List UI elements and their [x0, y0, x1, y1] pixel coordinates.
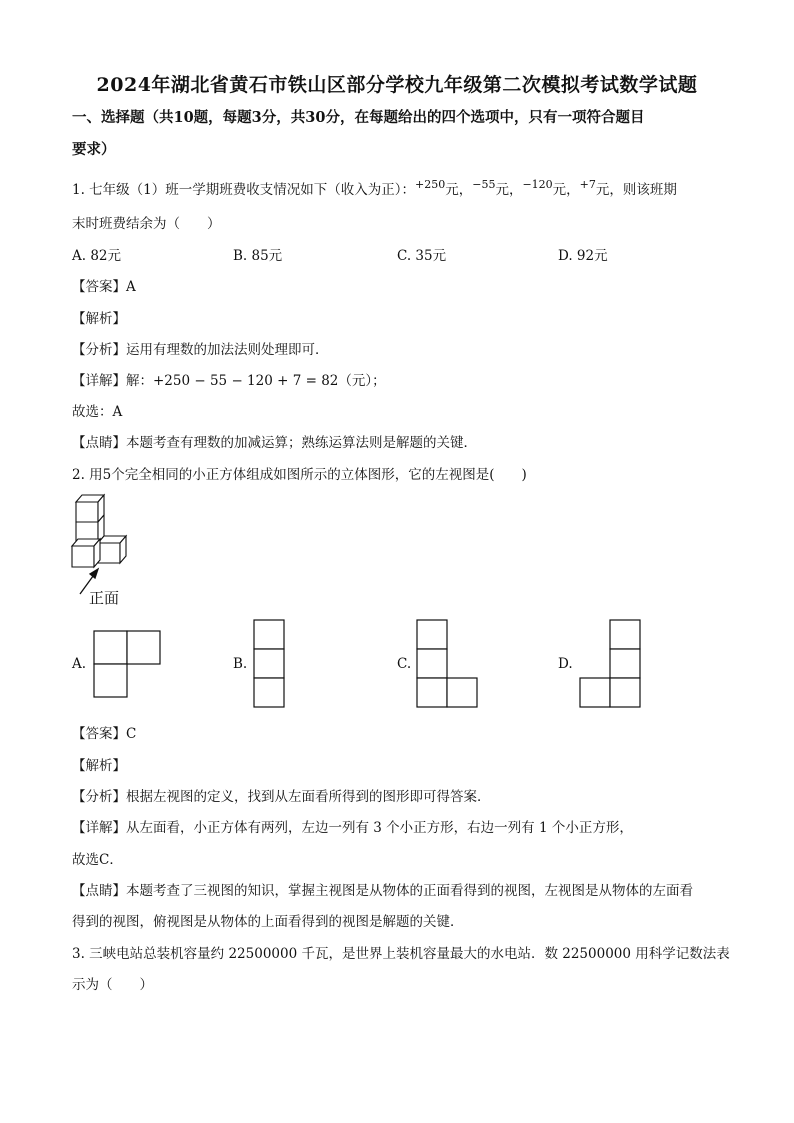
- q1-stem-line2: 末时班费结余为（ ）: [72, 216, 221, 232]
- q1-xiangjie-tag: 【详解】: [72, 373, 126, 389]
- q2-dianjing-line1: [72, 879, 693, 899]
- q2-conclusion: 故选C．: [72, 852, 123, 868]
- q1-unit-4: 元: [595, 182, 610, 198]
- q2-answer-tag: 【答案】: [72, 726, 126, 742]
- q2-dianjing-tag: 【点睛】: [72, 883, 126, 899]
- q1-option-b: B. 85元: [233, 248, 283, 264]
- q1-value-4: +7: [579, 178, 596, 191]
- q2-stem: 2. 用5个完全相同的小正方体组成如图所示的立体图形，它的左视图是( ): [72, 467, 527, 483]
- q2-dianjing-line2: 得到的视图，俯视图是从物体的上面看得到的视图是解题的关键．: [72, 914, 464, 930]
- section-heading-line1: 一、选择题（共10题，每题3分，共30分，在每题给出的四个选项中，只有一项符合题目: [72, 109, 645, 126]
- q1-stem-intro: 1. 七年级（1）班一学期班费收支情况如下（收入为正）：: [72, 182, 416, 198]
- q3-stem-line2: 示为（ ）: [72, 977, 153, 993]
- q1-value-2: −55: [472, 178, 496, 191]
- q1-sep-1: ，: [458, 182, 473, 198]
- q1-value-1: +250: [415, 178, 446, 191]
- q1-fenxi: [72, 338, 329, 358]
- q1-sep-2: ，: [508, 182, 523, 198]
- q1-analysis-tag: 【解析】: [72, 311, 126, 327]
- q1-fenxi-text: 运用有理数的加法法则处理即可．: [126, 342, 329, 358]
- q1-option-d: D. 92元: [558, 248, 608, 264]
- q2-fenxi-tag: 【分析】: [72, 789, 126, 805]
- section-heading-line2: 要求）: [72, 141, 116, 158]
- q1-value-3: −120: [522, 178, 553, 191]
- q1-option-a: A. 82元: [72, 248, 122, 264]
- q1-unit-3: 元: [552, 182, 567, 198]
- q1-sep-3: ，: [566, 182, 580, 198]
- q2-fenxi-text: 根据左视图的定义，找到从左面看所得到的图形即可得答案．: [126, 789, 491, 805]
- q1-stem-tail: ，则该班期: [609, 182, 677, 198]
- q1-option-c: C. 35元: [397, 248, 447, 264]
- q1-stem-line1: [72, 178, 677, 198]
- page-title: 2024年湖北省黄石市铁山区部分学校九年级第二次模拟考试数学试题: [96, 74, 698, 96]
- q1-unit-2: 元: [495, 182, 509, 198]
- q2-fenxi: [72, 785, 491, 805]
- q1-conclusion: 故选：A: [72, 404, 123, 420]
- q2-option-d-label: D.: [558, 656, 573, 672]
- q2-option-a-figure: [90, 628, 164, 700]
- q2-option-c-figure: [415, 618, 481, 710]
- q1-xiangjie-text: 解：+250 − 55 − 120 + 7 = 82（元）；: [126, 373, 386, 389]
- q3-stem-line1: 3. 三峡电站总装机容量约 22500000 千瓦，是世界上装机容量最大的水电站．数 22500000 用科学记数法表: [72, 946, 730, 962]
- q2-option-d-figure: [578, 618, 644, 710]
- q2-answer-value: C: [126, 726, 137, 742]
- q2-answer: [72, 722, 136, 742]
- q2-dianjing-text-a: 本题考查了三视图的知识，掌握主视图是从物体的正面看得到的视图，左视图是从物体的左面看: [126, 883, 693, 899]
- q1-dianjing-tag: 【点睛】: [72, 435, 126, 451]
- q1-answer-tag: 【答案】: [72, 279, 126, 295]
- q2-xiangjie-text: 从左面看，小正方体有两列，左边一列有 3 个小正方形，右边一列有 1 个小正方形，: [126, 820, 633, 836]
- q2-xiangjie-tag: 【详解】: [72, 820, 126, 836]
- q2-xiangjie: [72, 816, 633, 836]
- q2-option-c-label: C.: [397, 656, 412, 672]
- q2-option-b-figure: [252, 618, 288, 710]
- q1-fenxi-tag: 【分析】: [72, 342, 126, 358]
- section-heading: [72, 102, 727, 166]
- q2-option-a-label: A.: [72, 656, 87, 672]
- q1-dianjing: [72, 431, 477, 451]
- q2-option-b-label: B.: [233, 656, 248, 672]
- q1-dianjing-text: 本题考查有理数的加减运算；熟练运算法则是解题的关键．: [126, 435, 477, 451]
- q1-answer-value: A: [126, 279, 136, 295]
- q2-analysis-tag: 【解析】: [72, 758, 126, 774]
- q1-xiangjie: [72, 369, 386, 389]
- q1-unit-1: 元: [445, 182, 459, 198]
- q1-answer: [72, 275, 136, 295]
- q2-figure-caption: 正面: [89, 589, 120, 607]
